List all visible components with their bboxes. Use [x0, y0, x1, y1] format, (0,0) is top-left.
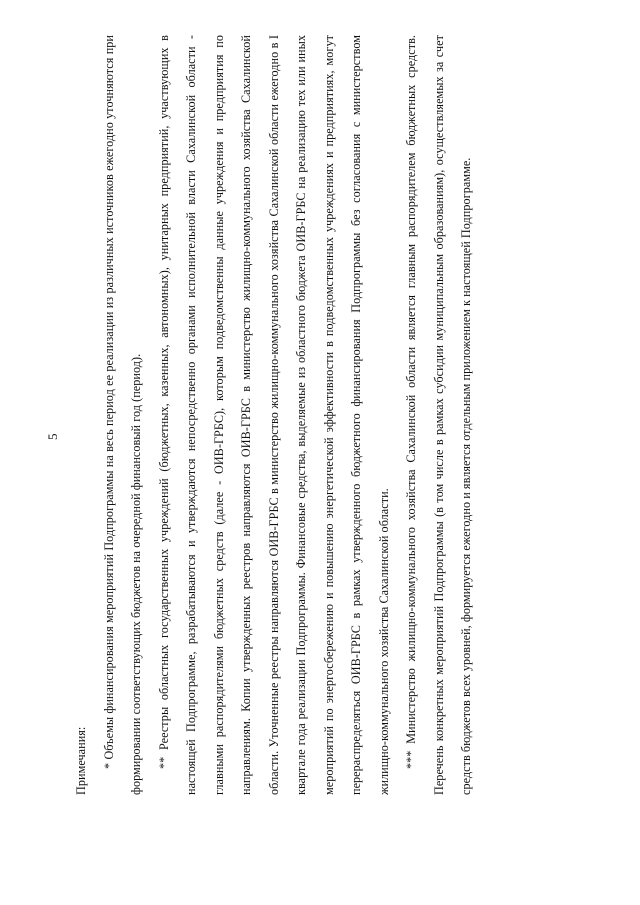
note-double-asterisk: ** Реестры областных государственных учреждений (бюджетных, казенных, автономных), унитарных предприятий, участвующих в настоящей Подпрограмме, разрабатываются и утверждаются непосредственно органами исполнительной власти Сахалинской области - главными распорядителями бюджетных средств (далее - ОИВ-ГРБС), которым подведомственны данные учреждения и предприятия по направлениям. Копии утвержденных реестров направляются ОИВ-ГРБС в министерство жилищно-коммунального хозяйства Сахалинской области. Уточненные реестры направляются ОИВ-ГРБС в министерство жилищно-коммунального хозяйства Сахалинской области ежегодно в I квартале года реализации Подпрограммы. Финансовые средства, выделяемые из областного бюджета ОИВ-ГРБС на реализацию тех или иных мероприятий по энергосбережению и повышению энергетической эффективности в подведомственных учреждениях и предприятиях, могут перераспределяться ОИВ-ГРБС в рамках утвержденного бюджетного финансирования Подпрограммы без согласования с министерством жилищно-коммунального хозяйства Сахалинской области.: [156, 35, 391, 795]
notes-section: [68, 35, 481, 795]
note-single-asterisk: * Объемы финансирования мероприятий Подпрограммы на весь период ее реализации из различных источников ежегодно уточняются при формировании соответствующих бюджетов на очередной финансовый год (период).: [101, 35, 143, 795]
page-number: 5: [45, 433, 60, 440]
notes-heading: Примечания:: [74, 726, 88, 795]
note-triple-asterisk: *** Министерство жилищно-коммунального хозяйства Сахалинской области является главным распорядителем бюджетных средств. Перечень конкретных мероприятий Подпрограммы (в том числе в рамках субсидии муниципальным образованиям), осуществляемых за счет средств бюджетов всех уровней, формируется ежегодно и является отдельным приложением к настоящей Подпрограмме.: [404, 35, 473, 795]
